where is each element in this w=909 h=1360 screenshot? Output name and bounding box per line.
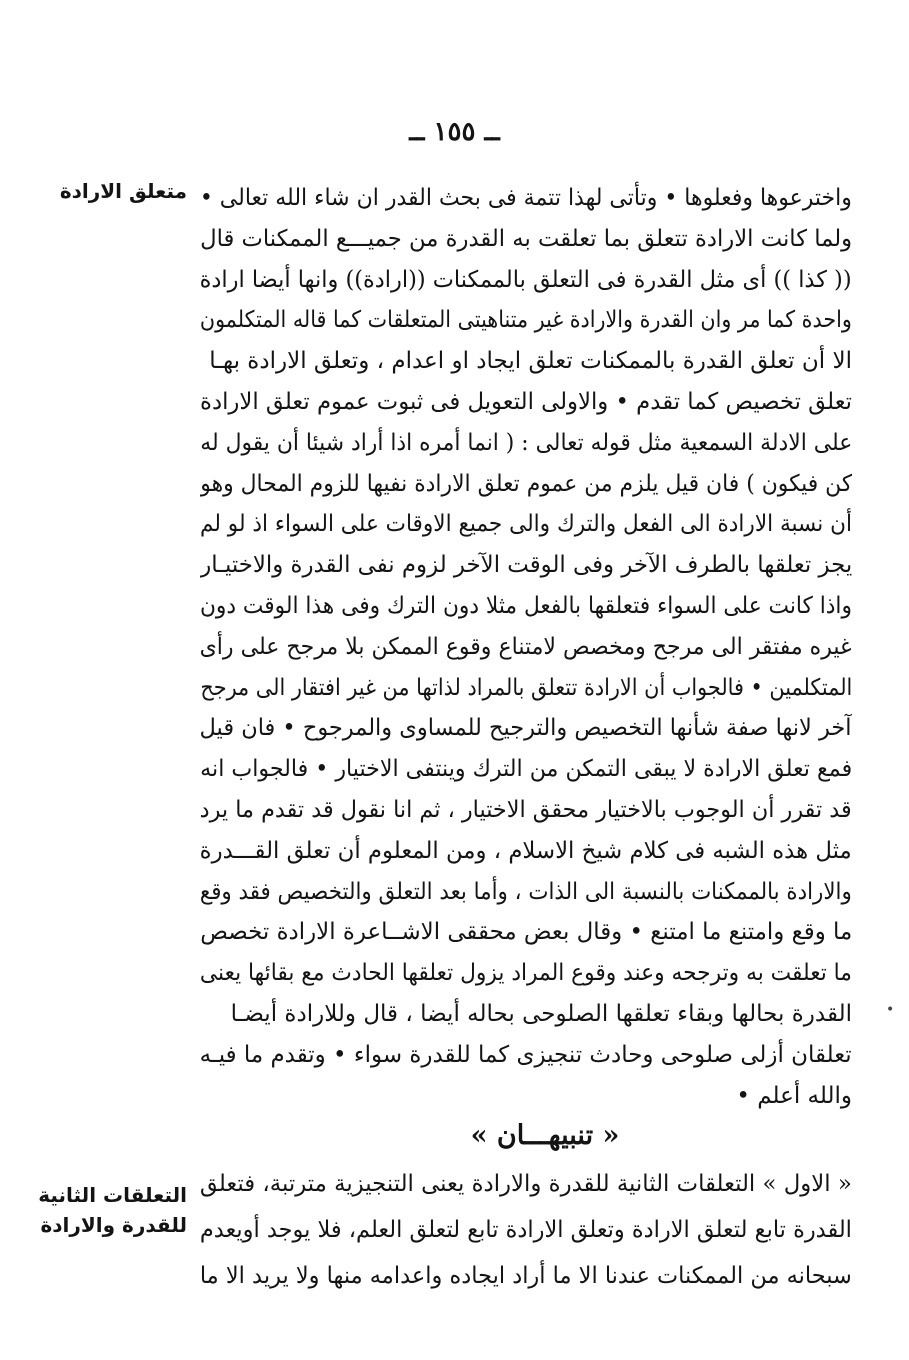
- text-line: القدرة تابع لتعلق الارادة وتعلق الارادة تابع لتعلق العلم، فلا يوجد أويعدم: [200, 1217, 852, 1243]
- text-line: ما تعلقت به وترجحه وعند وقوع المراد يزول تعلقها الحادث مع بقائها يعنى: [200, 960, 852, 987]
- text-line: مثل هذه الشبه فى كلام شيخ الاسلام ، ومن المعلوم أن تعلق القـــدرة: [200, 837, 852, 864]
- margin-note-secondary-attachments: [27, 1180, 187, 1240]
- main-text-block: [200, 178, 852, 1116]
- second-text-block: [200, 1161, 852, 1299]
- page-number: ــ ١٥٥ ــ: [409, 117, 500, 147]
- margin-note-line: للقدرة والارادة: [40, 1213, 187, 1237]
- margin-note-line: متعلق الارادة: [59, 179, 187, 203]
- text-line: قد تقرر أن الوجوب بالاختيار محقق الاختيار ، ثم انا نقول قد تقدم ما يرد: [200, 796, 852, 823]
- margin-note-line: التعلقات الثانية: [38, 1183, 187, 1207]
- text-line: واحدة كما مر وان القدرة والارادة غير متناهيتى المتعلقات كما قاله المتكلمون: [200, 307, 852, 334]
- text-line: الا أن تعلق القدرة بالممكنات تعلق ايجاد او اعدام ، وتعلق الارادة بهـا: [209, 348, 852, 375]
- text-line: آخر لانها صفة شأنها التخصيص والترجيح للمساوى والمرجوح • فان قيل: [200, 715, 852, 742]
- text-line: غيره مفتقر الى مرجح ومخصص لامتناع وقوع الممكن بلا مرجح على رأى: [200, 633, 852, 660]
- page-edge-mark: •: [886, 1002, 895, 1018]
- text-line: سبحانه من الممكنات عندنا الا ما أراد ايجاده واعدامه منها ولا يريد الا ما: [200, 1263, 852, 1289]
- text-line: ولما كانت الارادة تتعلق بما تعلقت به القدرة من جميـــع الممكنات قال: [200, 225, 852, 252]
- text-line: القدرة بحالها وبقاء تعلقها الصلوحى بحاله أيضا ، قال وللارادة أيضـا: [230, 1000, 852, 1027]
- text-line: يجز تعلقها بالطرف الآخر وفى الوقت الآخر لزوم نفى القدرة والاختيـار: [200, 552, 852, 579]
- text-line: المتكلمين • فالجواب أن الارادة تتعلق بالمراد لذاتها من غير افتقار الى مرجح: [200, 674, 852, 701]
- section-heading: « تنبيهـــان »: [470, 1120, 620, 1151]
- text-line: فمع تعلق الارادة لا يبقى التمكن من الترك وينتفى الاختيار • فالجواب انه: [200, 756, 852, 783]
- text-line: (( كذا )) أى مثل القدرة فى التعلق بالممكنات ((ارادة)) وانها أيضا ارادة: [200, 266, 852, 293]
- text-line: واخترعوها وفعلوها • وتأتى لهذا تتمة فى بحث القدر ان شاء الله تعالى •: [200, 185, 852, 211]
- text-line: أن نسبة الارادة الى الفعل والترك والى جميع الاوقات على السواء اذ لو لم: [200, 511, 852, 538]
- text-line: تعلقان أزلى صلوحى وحادث تنجيزى كما للقدرة سواء • وتقدم ما فيـه: [200, 1041, 852, 1068]
- text-line: والله أعلم •: [736, 1082, 852, 1109]
- margin-note-will-attachment: [27, 176, 187, 206]
- text-line: واذا كانت على السواء فتعلقها بالفعل مثلا دون الترك وفى هذا الوقت دون: [200, 592, 852, 619]
- text-line: ما وقع وامتنع ما امتنع • وقال بعض محققى الاشــاعرة الارادة تخصص: [200, 919, 852, 946]
- text-line: والارادة بالممكنات بالنسبة الى الذات ، وأما بعد التعلق والتخصيص فقد وقع: [200, 878, 852, 905]
- text-line: « الاول » التعلقات الثانية للقدرة والارادة يعنى التنجيزية مترتبة، فتعلق: [200, 1171, 852, 1197]
- text-line: تعلق تخصيص كما تقدم • والاولى التعويل فى ثبوت عموم تعلق الارادة: [200, 388, 852, 415]
- text-line: على الادلة السمعية مثل قوله تعالى : ( انما أمره اذا أراد شيئا أن يقول له: [200, 429, 852, 456]
- text-line: كن فيكون ) فان قيل يلزم من عموم تعلق الارادة نفيها للزوم المحال وهو: [200, 470, 852, 497]
